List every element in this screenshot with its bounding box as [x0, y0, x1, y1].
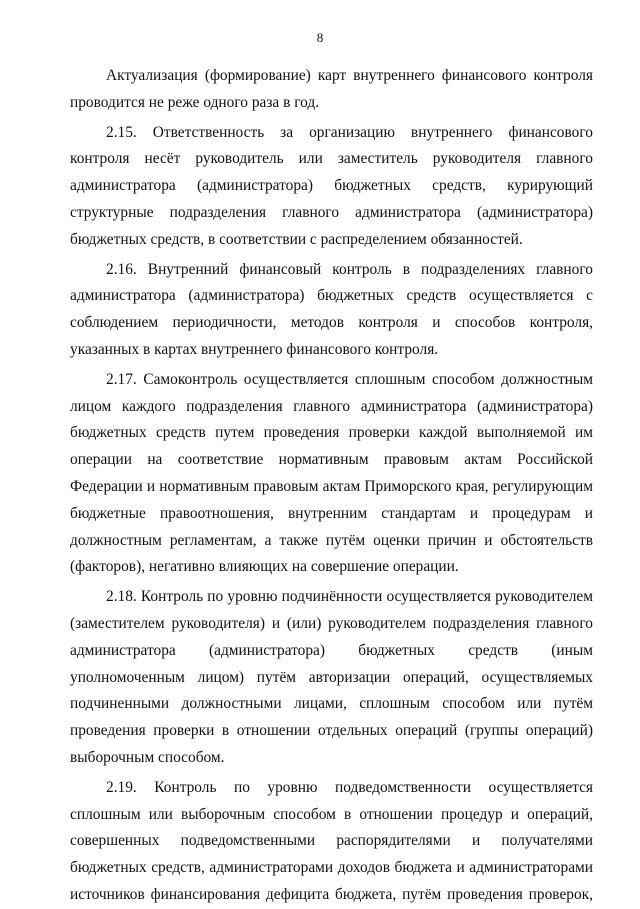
page-number: 8	[316, 30, 324, 45]
paragraph-2-18: 2.18. Контроль по уровню подчинённости осуществляется руководителем (заместителем руководителя) и (или) руководителем подразделения главного администратора (администратора) бюджетных средств (иным уполномоченным лицом) путём авторизации операций, осуществляемых подчиненными должностными лицами, сплошным способом или путём проведения проверки в отношении отдельных операций (группы операций) выборочным способом.	[70, 588, 593, 766]
paragraph-2-16: 2.16. Внутренний финансовый контроль в подразделениях главного администратора (администратора) бюджетных средств осуществляется с соблюдением периодичности, методов контроля и способов контроля, указанных в картах внутреннего финансового контроля.	[70, 260, 593, 358]
paragraph-2-15: 2.15. Ответственность за организацию внутреннего финансового контроля несёт руководитель или заместитель руководителя главного администратора (администратора) бюджетных средств, курирующий структурные подразделения главного администратора (администратора) бюджетных средств, в соответствии с распределением обязанностей.	[70, 123, 593, 248]
paragraph-card-update: Актуализация (формирование) карт внутреннего финансового контроля проводится не реже одного раза в год.	[70, 67, 593, 111]
document-body	[70, 63, 593, 909]
paragraph-2-17: 2.17. Самоконтроль осуществляется сплошным способом должностным лицом каждого подразделения главного администратора (администратора) бюджетных средств путем проведения проверки каждой выполняемой им операции на соответствие нормативным правовым актам Российской Федерации и нормативным правовым актам Приморского края, регулирующим бюджетные правоотношения, внутренним стандартам и процедурам и должностным регламентам, а также путём оценки причин и обстоятельств (факторов), негативно влияющих на совершение операции.	[70, 370, 593, 576]
paragraph-2-19: 2.19. Контроль по уровню подведомственности осуществляется сплошным или выборочным способом в отношении процедур и операций, совершенных подведомственными распорядителями и получателями бюджетных средств, администраторами доходов бюджета и администраторами источников финансирования дефицита бюджета, путём проведения проверок,	[70, 778, 593, 903]
